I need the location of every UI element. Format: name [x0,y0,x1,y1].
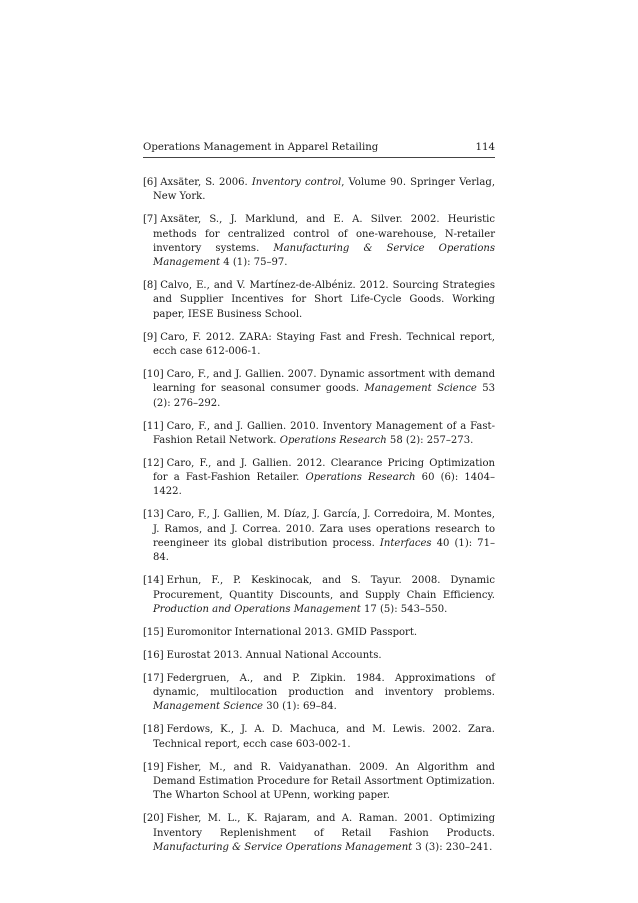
reference-label: [14] [143,575,164,587]
reference-text: Eurostat 2013. Annual National Accounts. [166,649,382,661]
running-head [143,142,495,153]
reference-italic: Inventory control [251,177,342,188]
reference-text: Axsäter, S. 2006. [160,177,252,188]
reference-text: Federgruen, A., and P. Zipkin. 1984. Approximations of dynamic, multilocation production and inventory problems. [153,672,495,699]
reference-label: [9] [143,331,158,343]
reference-label: [20] [143,813,164,825]
reference-item [143,213,495,270]
reference-italic: Production and Operations Management [153,603,361,615]
reference-item [143,331,495,360]
reference-item [143,574,495,617]
reference-italic: Interfaces [379,538,432,550]
reference-text: Calvo, E., and V. Martínez-de-Albéniz. 2012. Sourcing Strategies and Supplier Incentives for Short Life-Cycle Goods. Working paper, IESE Business School. [153,280,495,320]
reference-item [143,368,495,411]
reference-label: [11] [143,420,164,432]
reference-text: Euromonitor International 2013. GMID Passport. [166,626,418,638]
reference-label: [18] [143,724,164,736]
reference-text-end: 4 (1): 75–97. [220,257,288,269]
reference-italic: Operations Research [305,472,416,484]
reference-label: [15] [143,626,164,638]
reference-item [143,279,495,322]
reference-text: Caro, F., J. Gallien, M. Díaz, J. García, J. Corredoira, M. Montes, J. Ramos, and J. Correa. 2010. Zara uses operations research to reengineer its global distribution process. [153,509,495,550]
reference-item [143,508,495,565]
reference-text-end: 53 (2): 276–292. [153,383,495,409]
reference-text: Fisher, M., and R. Vaidyanathan. 2009. An Algorithm and Demand Estimation Procedure for Retail Assortment Optimization. The Wharton School at UPenn, working paper. [153,761,495,802]
reference-italic: Management Science [364,383,477,395]
reference-item [143,626,495,640]
reference-item [143,723,495,752]
reference-text: Caro, F., and J. Gallien. 2010. Inventory Management of a Fast-Fashion Retail Network. [153,420,495,446]
reference-text: Erhun, F., P. Keskinocak, and S. Tayur. 2008. Dynamic Procurement, Quantity Discounts, and Supply Chain Efficiency. [153,575,495,601]
reference-text-end: 30 (1): 69–84. [263,701,337,713]
reference-text-end: 3 (3): 230–241. [412,841,493,853]
reference-text: Fisher, M. L., K. Rajaram, and A. Raman. 2001. Optimizing Inventory Replenishment of Retail Fashion Products. [153,813,495,839]
reference-label: [6] [143,177,158,188]
reference-label: [17] [143,672,164,684]
reference-item [143,176,495,205]
reference-text-end: , Volume 90. Springer Verlag, New York. [153,177,496,203]
reference-item [143,812,495,855]
reference-label: [8] [143,280,158,292]
reference-item [143,420,495,449]
reference-italic: Manufacturing & Service Operations Management [153,841,413,853]
page-number: 114 [475,142,495,153]
reference-italic: Manufacturing & Service Operations Management [153,242,495,269]
reference-label: [16] [143,649,164,661]
reference-italic: Management Science [153,701,264,713]
reference-text-end: 58 (2): 257–273. [386,434,474,446]
reference-item [143,672,495,715]
reference-text-end: 60 (6): 1404–1422. [153,472,495,498]
reference-text: Axsäter, S., J. Marklund, and E. A. Silver. 2002. Heuristic methods for centralized control of one-warehouse, N-retailer inventory systems. [153,214,495,254]
reference-text: Caro, F., and J. Gallien. 2012. Clearance Pricing Optimization for a Fast-Fashion Retailer. [153,457,495,484]
reference-text-end: 40 (1): 71–84. [153,538,495,564]
reference-text-end: 17 (5): 543–550. [360,603,448,615]
reference-italic: Operations Research [279,434,387,446]
reference-list [143,176,495,864]
reference-item [143,761,495,804]
reference-label: [7] [143,214,158,226]
reference-item [143,649,495,663]
reference-label: [12] [143,457,164,469]
reference-text: Ferdows, K., J. A. D. Machuca, and M. Lewis. 2002. Zara. Technical report, ecch case 603-002-1. [153,724,495,750]
reference-text: Caro, F., and J. Gallien. 2007. Dynamic assortment with demand learning for seasonal consumer goods. [153,369,495,395]
reference-text: Caro, F. 2012. ZARA: Staying Fast and Fresh. Technical report, ecch case 612-006-1. [153,331,495,358]
reference-label: [13] [143,509,164,521]
reference-item [143,457,495,500]
reference-label: [19] [143,761,164,773]
header-rule [143,157,495,158]
reference-label: [10] [143,369,164,381]
running-title: Operations Management in Apparel Retailing [143,142,379,153]
